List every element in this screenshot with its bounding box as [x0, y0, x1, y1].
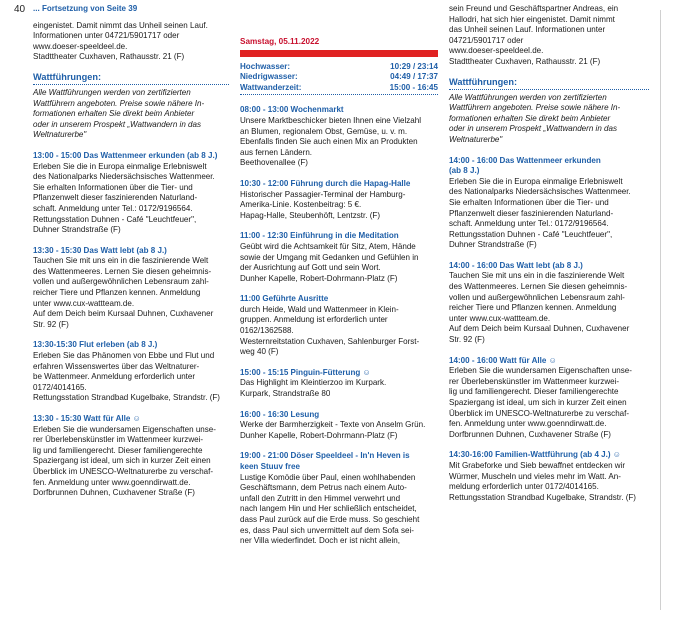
event-text-line: Würmer, Muscheln und vieles mehr im Watt. An-	[449, 471, 621, 481]
event-text-line: Sie erhalten Informationen über die Tier- und	[449, 197, 609, 207]
event-text-line: Unsere Marktbeschicker bieten Ihnen eine Vielzahl	[240, 115, 422, 125]
event-text-line: des Wattenmeeres. Lernen Sie diesen geheimnis-	[33, 266, 212, 276]
event-text-line: Pflanzenwelt dieser faszinierenden Naturland-	[33, 193, 198, 203]
event-text-line: gruppen. Anmeldung ist erforderlich unter	[240, 315, 388, 325]
text-line: eingenistet. Damit nimmt das Unheil seinen Lauf.	[33, 20, 208, 30]
event-text-line: Werke der Barmherzigkeit - Texte von Anselm Grün.	[240, 420, 426, 430]
text-line: Alle Wattführungen werden von zertifizierten	[449, 92, 607, 102]
event-title: 14:00 - 16:00 Das Wattenmeer erkunden	[449, 155, 601, 165]
event-title: 14:00 - 16:00 Watt für Alle ☺	[449, 355, 557, 365]
text-line: Wattführern angeboten. Preise sowie nähere In-	[449, 103, 621, 113]
event-text-line: Geschäftsmann, dem Petrus nach einem Auto-	[240, 483, 407, 493]
text-line: sein Freund und Geschäftspartner Andreas, ein	[449, 4, 619, 13]
event-text-line: rer Überlebenskünstler im Wattenmeer kurzwei-	[449, 376, 620, 386]
event-text-line: vollen und außergewöhnlichen Lebensraum zahl-	[449, 292, 625, 302]
event-text-line: 0162/1362588.	[240, 326, 294, 336]
event-text-line: Dunher Kapelle, Robert-Dohrmann-Platz (F)	[240, 273, 398, 283]
text-line: Informationen unter 04721/5901717 oder	[33, 31, 180, 41]
event-block	[449, 356, 649, 441]
event-text-line: Hapag-Halle, Steubenhöft, Lentzstr. (F)	[240, 210, 380, 220]
event-text-line: Spaziergang ist ideal, um sich in kurzer Zeit einen	[449, 398, 627, 407]
text-line: Weltnaturerbe"	[449, 134, 503, 144]
event-block	[33, 246, 229, 331]
event-text-line: Erleben Sie die in Europa einmalige Erlebniswelt	[33, 161, 207, 171]
text-line: 04721/5901717 oder	[449, 35, 524, 45]
page-edge-rule	[660, 10, 661, 610]
event-text-line: an Blumen, regionalem Obst, Gemüse, u. v. m.	[240, 126, 408, 136]
event-text-line: Spaziergang ist ideal, um sich in kurzer Zeit einen	[33, 456, 211, 466]
text-line: www.doeser-speeldeel.de.	[33, 41, 128, 51]
event-text-line: es, dass Paul sich unvermittelt auf dem Sofa sei-	[240, 525, 414, 535]
text-line: Wattführern angeboten. Preise sowie nähere In-	[33, 98, 205, 108]
event-text-line: Kurpark, Strandstraße 80	[240, 389, 331, 399]
text-line: formationen erhalten Sie direkt beim Anbieter	[449, 113, 611, 123]
event-block	[240, 231, 438, 284]
event-text-line: sowie der Umgang mit Gedanken und Gefühlen in	[240, 252, 419, 262]
event-block	[449, 261, 649, 346]
text-line: formationen erhalten Sie direkt beim Anbieter	[33, 109, 195, 119]
event-block	[240, 368, 438, 400]
event-text-line: Sie erhalten Informationen über die Tier- und	[33, 182, 193, 192]
event-block	[33, 414, 229, 499]
event-text-line: 0172/4014165.	[33, 382, 87, 392]
event-text-line: des Nationalparks Niedersächsisches Wattenmeer.	[33, 172, 215, 182]
event-text-line: meldung erforderlich unter 0172/4014165.	[449, 482, 599, 492]
event-text-line: unter www.cux-wattteam.de.	[33, 298, 135, 308]
intro-text	[449, 4, 649, 68]
event-list	[33, 151, 229, 499]
date-bar	[240, 50, 438, 57]
event-block	[240, 294, 438, 358]
event-text-line: vollen und außergewöhnlichen Lebensraum zahl-	[33, 277, 209, 287]
event-block	[33, 340, 229, 404]
section-note	[449, 93, 649, 146]
event-text-line: Dunher Kapelle, Robert-Dohrmann-Platz (F)	[240, 430, 398, 440]
event-text-line: reicher Tiere und Pflanzen kennen. Anmeldung	[449, 303, 617, 313]
event-text-line: Duhner Strandstraße (F)	[33, 225, 121, 235]
event-title: 13:30-15:30 Flut erleben (ab 8 J.)	[33, 340, 158, 350]
tide-label: Wattwanderzeit:	[240, 82, 302, 92]
event-text-line: fen. Anmeldung unter www.goenndirwatt.de.	[449, 419, 607, 429]
event-block	[449, 450, 649, 503]
continuation-note: ... Fortsetzung von Seite 39	[33, 4, 138, 13]
event-text-line: Westernreitstation Cuxhaven, Sahlenburger Forst-	[240, 336, 420, 346]
event-block	[240, 410, 438, 442]
event-text-line: Überblick im UNESCO-Weltnaturerbe zu verschaf-	[449, 408, 630, 418]
text-line: Stadttheater Cuxhaven, Rathausstr. 21 (F)	[449, 56, 601, 66]
event-text-line: fen. Anmeldung unter www.goenndirwatt.de.	[33, 477, 191, 487]
event-text-line: Ebenfalls finden Sie auch einen Mix an Produkten	[240, 137, 418, 147]
event-text-line: Erleben Sie die in Europa einmalige Erlebniswelt	[449, 176, 623, 186]
event-text-line: weg 40 (F)	[240, 347, 279, 357]
event-text-line: Dorfbrunnen Duhnen, Cuxhavener Straße (F)	[449, 429, 611, 439]
text-line: Stadttheater Cuxhaven, Rathausstr. 21 (F)	[33, 52, 185, 62]
event-list	[449, 156, 649, 504]
event-text-line: Auf dem Deich beim Kursaal Duhnen, Cuxhavener	[33, 309, 214, 319]
event-text-line: Das Highlight im Kleintierzoo im Kurpark.	[240, 378, 387, 388]
event-title: 16:00 - 16:30 Lesung	[240, 409, 320, 419]
event-title: 14:30-16:00 Familien-Wattführung (ab 4 J.) ☺	[449, 450, 622, 460]
text-line: Hallodri, hat sich hier eingenistet. Damit nimmt	[449, 14, 615, 24]
event-title: 14:00 - 16:00 Das Watt lebt (ab 8 J.)	[449, 260, 583, 270]
event-text-line: rer Überlebenskünstler im Wattenmeer kurzwei-	[33, 435, 204, 445]
text-line: www.doeser-speeldeel.de.	[449, 46, 544, 56]
page-number: 40	[14, 4, 26, 15]
tide-row	[240, 62, 438, 73]
tide-label: Niedrigwasser:	[240, 72, 298, 82]
event-block	[240, 451, 438, 546]
event-title: 15:00 - 15:15 Pinguin-Fütterung ☺	[240, 367, 371, 377]
column-3	[449, 4, 649, 503]
text-line: Alle Wattführungen werden von zertifizierten	[33, 87, 191, 97]
tide-value: 10:29 / 23:14	[390, 61, 438, 71]
event-title: 11:00 Geführte Ausritte	[240, 294, 329, 304]
event-text-line: Amerika-Linie. Kostenbeitrag: 5 €.	[240, 200, 362, 210]
event-text-line: be Wattenmeer. Anmeldung erforderlich unter	[33, 372, 196, 382]
event-text-line: Mit Grabeforke und Sieb bewaffnet entdecken wir	[449, 460, 626, 470]
divider	[240, 94, 438, 95]
text-line: oder in unserem Prospekt „Wattwandern in das	[449, 124, 618, 134]
event-text-line: reicher Tiere und Pflanzen kennen. Anmeldung	[33, 288, 201, 298]
event-text-line: erfahren Wissenswertes über das Weltnaturer-	[33, 361, 200, 371]
event-title: 13:00 - 15:00 Das Wattenmeer erkunden (ab 8 J.)	[33, 150, 218, 160]
event-text-line: unfall den Zutritt in den Himmel verwehrt und	[240, 493, 401, 503]
section-heading: Wattführungen:	[449, 76, 649, 90]
event-text-line: Tauchen Sie mit uns ein in die faszinierende Welt	[449, 271, 625, 281]
event-text-line: Pflanzenwelt dieser faszinierenden Naturland-	[449, 208, 614, 218]
event-list	[240, 105, 438, 546]
event-text-line: unter www.cux-wattteam.de.	[449, 313, 551, 323]
date-heading: Samstag, 05.11.2022	[240, 37, 320, 46]
event-text-line: durch Heide, Wald und Wattenmeer in Klein-	[240, 304, 399, 314]
event-text-line: des Nationalparks Niedersächsisches Wattenmeer.	[449, 187, 631, 197]
intro-text	[33, 21, 229, 63]
event-block	[449, 156, 649, 251]
text-line: das Unheil seinen Lauf. Informationen unter	[449, 25, 606, 35]
event-text-line: Dorfbrunnen Duhnen, Cuxhavener Straße (F)	[33, 488, 195, 498]
event-text-line: Str. 92 (F)	[33, 319, 69, 329]
tide-label: Hochwasser:	[240, 61, 291, 71]
section-note	[33, 88, 229, 141]
event-title: 13:30 - 15:30 Watt für Alle ☺	[33, 414, 141, 423]
tide-value: 04:49 / 17:37	[390, 72, 438, 82]
event-text-line: Rettungsstation Duhnen - Café "Leuchtfeuer",	[33, 214, 197, 224]
event-text-line: Rettungsstation Duhnen - Café "Leuchtfeuer",	[449, 229, 613, 239]
section-heading: Wattführungen:	[33, 71, 229, 85]
event-text-line: Überblick im UNESCO-Weltnaturerbe zu verschaf-	[33, 466, 214, 476]
event-text-line: ner Villa wiederfindet. Doch er ist nicht allein,	[240, 536, 400, 546]
text-line: Weltnaturerbe"	[33, 130, 87, 140]
event-text-line: aus fernen Ländern.	[240, 147, 313, 157]
event-text-line: der Ausrichtung auf Gott und sein Wort.	[240, 263, 381, 273]
event-text-line: Rettungsstation Strandbad Kugelbake, Strandstr. (F)	[449, 492, 636, 502]
event-text-line: lig und familiengerecht. Dieser familiengerechte	[33, 445, 203, 455]
event-text-line: schaft. Anmeldung unter Tel.: 0172/9196564.	[449, 219, 609, 229]
event-block	[33, 151, 229, 236]
event-block	[240, 179, 438, 221]
event-text-line: Str. 92 (F)	[449, 335, 485, 345]
event-title: 13:30 - 15:30 Das Watt lebt (ab 8 J.)	[33, 245, 167, 255]
event-text-line: lig und familiengerecht. Dieser familiengerechte	[449, 387, 619, 397]
event-text-line: schaft. Anmeldung unter Tel.: 0172/9196564.	[33, 203, 193, 213]
event-text-line: dass Paul zurück auf die Erde muss. So geschieht	[240, 514, 420, 524]
event-text-line: Rettungsstation Strandbad Kugelbake, Strandstr. (F)	[33, 393, 220, 403]
text-line: oder in unserem Prospekt „Wattwandern in das	[33, 119, 202, 129]
event-text-line: Historischer Passagier-Terminal der Hamburg-	[240, 189, 406, 199]
event-title: 08:00 - 13:00 Wochenmarkt	[240, 105, 344, 115]
event-title: keen Stuuv free	[240, 462, 300, 471]
event-title: 11:00 - 12:30 Einführung in die Meditation	[240, 231, 399, 241]
tide-value: 15:00 - 16:45	[389, 82, 438, 92]
event-text-line: Geübt wird die Achtsamkeit für Sitz, Atem, Hände	[240, 241, 416, 251]
event-text-line: Beethovenallee (F)	[240, 158, 308, 168]
event-text-line: Lustige Komödie über Paul, einen wohlhabenden	[240, 472, 416, 482]
tide-row	[240, 83, 438, 94]
column-2	[240, 4, 438, 547]
event-title: (ab 8 J.)	[449, 166, 480, 176]
event-title: 19:00 - 21:00 Döser Speeldeel - In'n Heven is	[240, 451, 410, 461]
event-text-line: nach langem Hin und Her schließlich entscheidet,	[240, 504, 417, 514]
event-text-line: Erleben Sie die wundersamen Eigenschaften unse-	[33, 424, 216, 434]
tide-row	[240, 72, 438, 83]
event-title: 10:30 - 12:00 Führung durch die Hapag-Halle	[240, 178, 411, 188]
event-text-line: Duhner Strandstraße (F)	[449, 240, 537, 250]
event-text-line: Erleben Sie die wundersamen Eigenschaften unse-	[449, 366, 632, 376]
event-text-line: Tauchen Sie mit uns ein in die faszinierende Welt	[33, 256, 209, 266]
column-1	[33, 4, 229, 499]
event-text-line: des Wattenmeeres. Lernen Sie diesen geheimnis-	[449, 282, 628, 292]
event-block	[240, 105, 438, 169]
event-text-line: Erleben Sie das Phänomen von Ebbe und Flut und	[33, 351, 215, 361]
event-text-line: Auf dem Deich beim Kursaal Duhnen, Cuxhavener	[449, 324, 630, 334]
